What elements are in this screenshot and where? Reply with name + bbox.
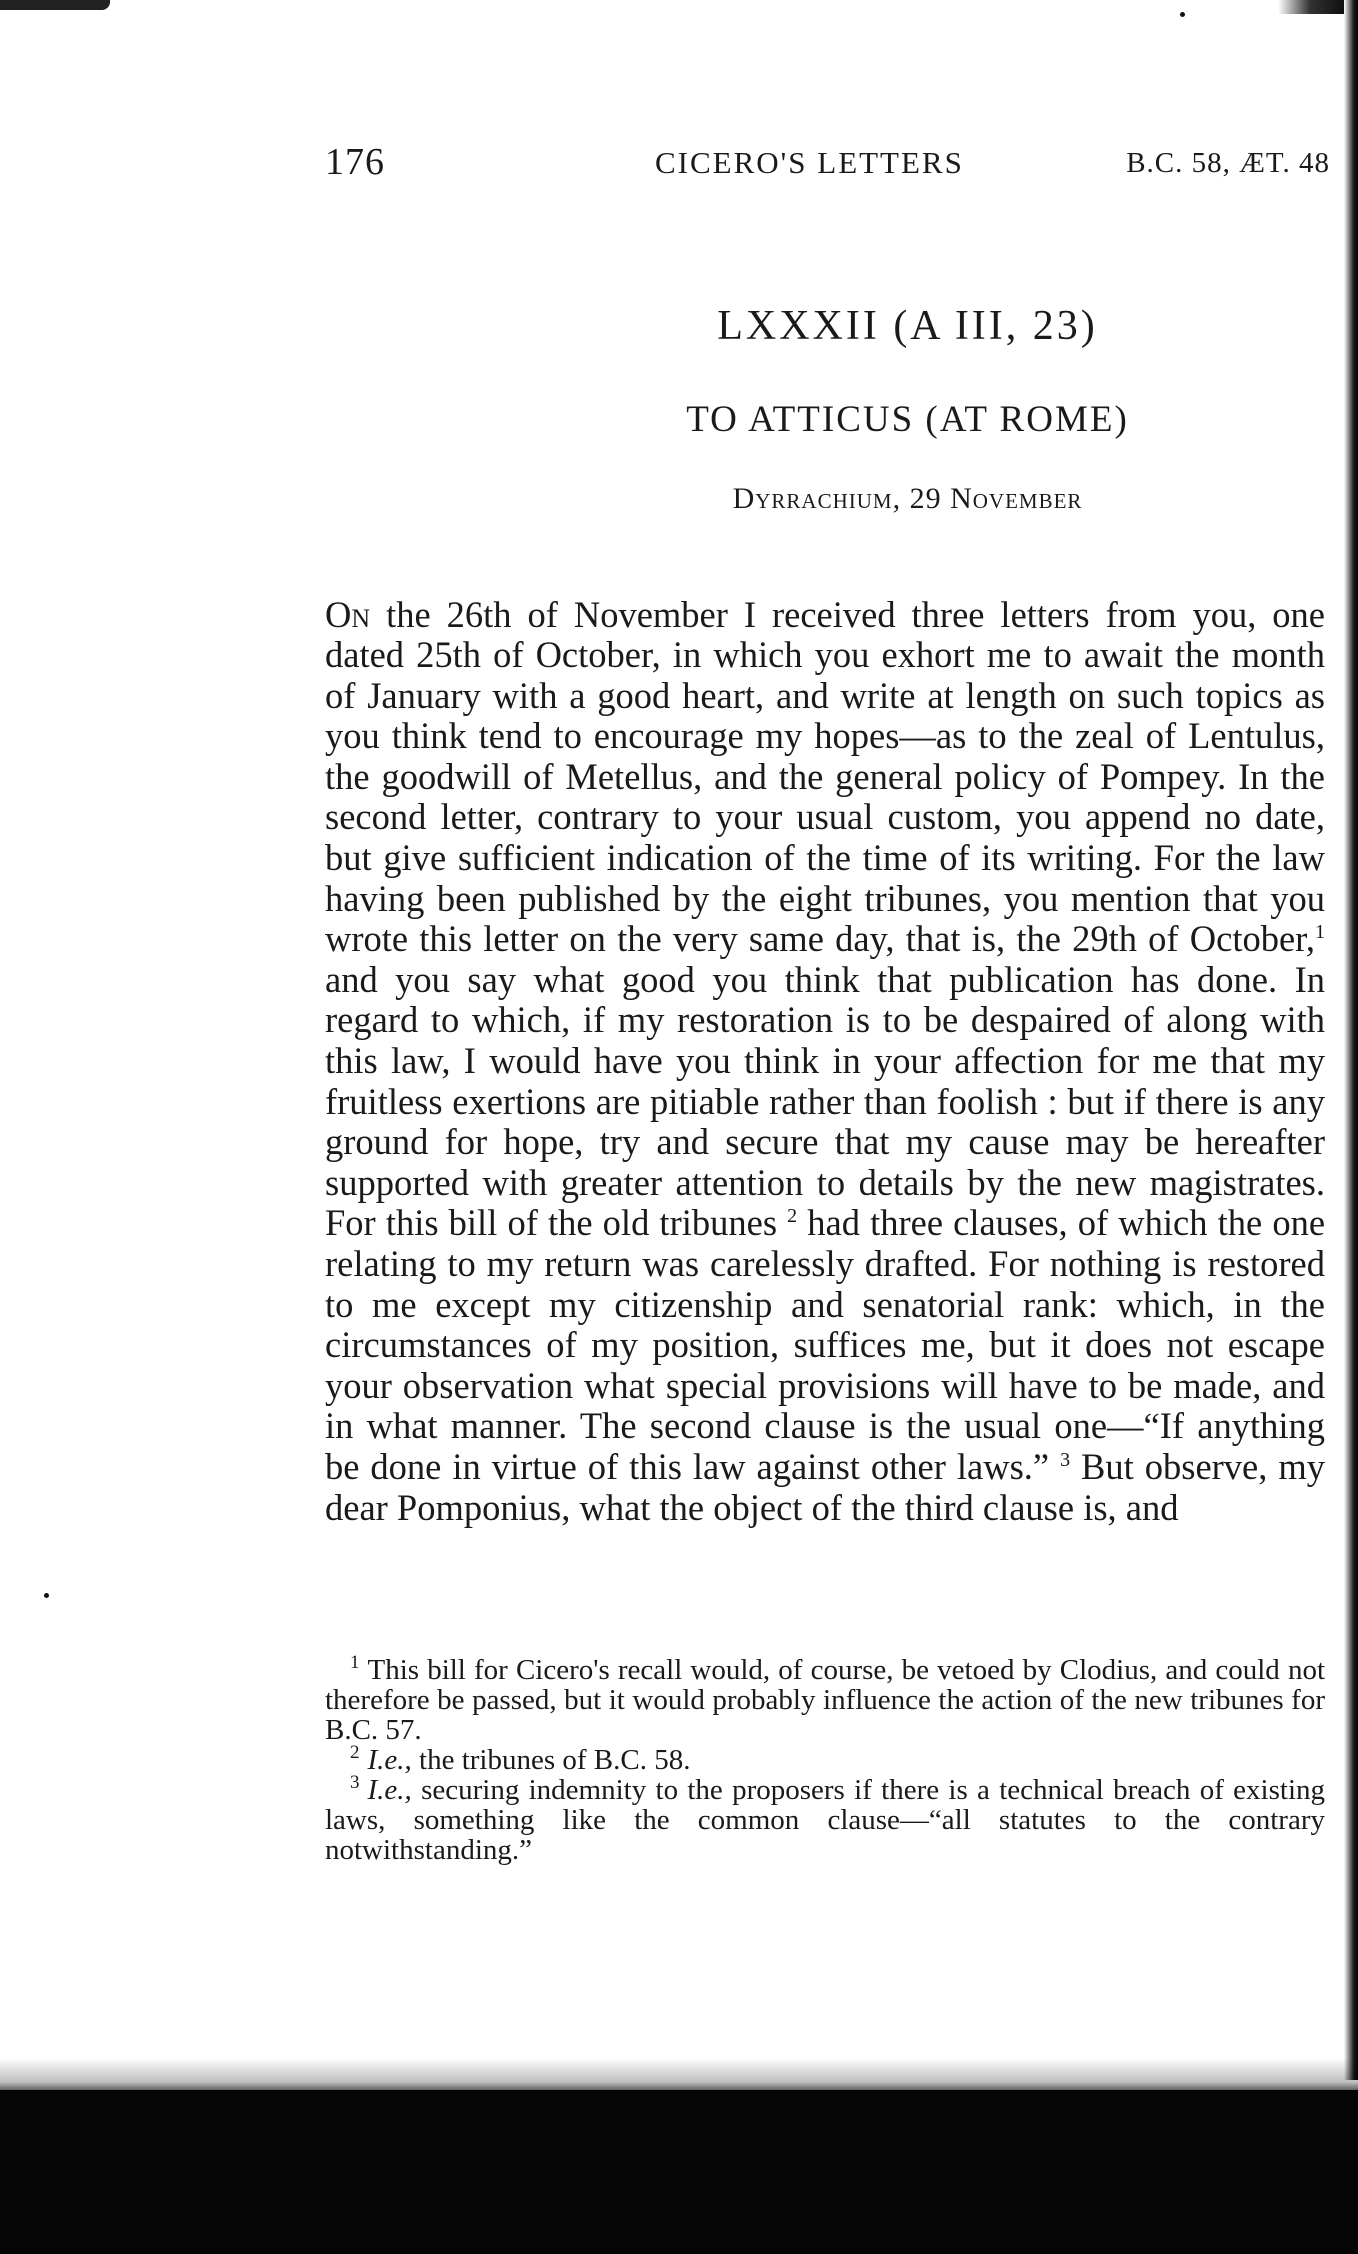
footnote-italic: I.e., bbox=[367, 1774, 412, 1806]
opening-word: On bbox=[325, 593, 371, 635]
letter-recipient: TO ATTICUS (AT ROME) bbox=[686, 399, 1129, 440]
footnote-mark: 2 bbox=[350, 1742, 360, 1764]
footnote-italic: I.e., bbox=[367, 1744, 412, 1776]
footnote-reference: 3 bbox=[1060, 1448, 1071, 1471]
scan-edge-right bbox=[1344, 0, 1358, 2080]
footnote bbox=[325, 1772, 1325, 1866]
footnote-text: This bill for Cicero's recall would, of course, be vetoed by Clodius, and could not therefore be passed, but it would probably influence the action of the new tribunes for B.C. 57. bbox=[325, 1654, 1325, 1746]
footnote-text: securing indemnity to the proposers if there is a technical breach of existing laws, something like the common clause—“all statutes to the contrary notwithstanding.” bbox=[325, 1774, 1325, 1866]
body-text: had three clauses, of which the one relating to my return was carelessly drafted. For nothing is restored to me except my citizenship and senatorial rank: which, in the circumstances of my position, suffices me, but it does not escape your observation what special provisions will have to be made, and in what manner. The second clause is the usual one—“If anything be done in virtue of this law against other laws.” bbox=[325, 1202, 1326, 1487]
body-text: the 26th of November I received three letters from you, one dated 25th of October, in which you exhort me to await the month of January with a good heart, and write at length on such topics as you think tend to encourage my hopes—as to the zeal of Lentulus, the goodwill of Metellus, and the general policy of Pompey. In the second letter, contrary to your usual custom, you append no date, but give sufficient indication of the time of its writing. For the law having been published by the eight tribunes, you mention that you wrote this letter on the very same day, that is, the 29th of October, bbox=[325, 593, 1326, 960]
letter-number: LXXXII (A III, 23) bbox=[717, 303, 1098, 349]
footnote-reference: 2 bbox=[787, 1205, 798, 1228]
footnote-mark: 3 bbox=[350, 1772, 360, 1794]
letter-body bbox=[325, 595, 1325, 1529]
running-title: CICERO'S LETTERS bbox=[655, 145, 964, 180]
scan-edge-top-left bbox=[0, 0, 110, 10]
page-number: 176 bbox=[325, 141, 385, 183]
footnote-mark: 1 bbox=[350, 1652, 360, 1674]
letter-place-date: Dyrrachium, 29 November bbox=[732, 482, 1083, 515]
scan-bottom-border bbox=[0, 2090, 1358, 2254]
running-head bbox=[325, 140, 1330, 190]
running-date: B.C. 58, ÆT. 48 bbox=[1126, 147, 1330, 179]
body-text: and you say what good you think that publication has done. In regard to which, if my restoration is to be despaired of along with this law, I would have you think in your affection for me that my fruitless exertions are pitiable rather than foolish : but if there is any ground for hope, try and secure that my cause may be hereafter supported with greater attention to details by the new magistrates. For this bill of the old tribunes bbox=[325, 958, 1325, 1244]
body-text: But observe, my dear Pomponius, what the object of the third clause is, and bbox=[325, 1445, 1325, 1528]
footnote-reference: 1 bbox=[1315, 921, 1325, 944]
scan-speck bbox=[1180, 12, 1185, 17]
scan-speck bbox=[44, 1593, 49, 1598]
footnotes bbox=[325, 1652, 1325, 1866]
footnote bbox=[325, 1742, 1325, 1776]
footnote bbox=[325, 1652, 1325, 1746]
footnote-text: the tribunes of B.C. 58. bbox=[411, 1744, 691, 1776]
